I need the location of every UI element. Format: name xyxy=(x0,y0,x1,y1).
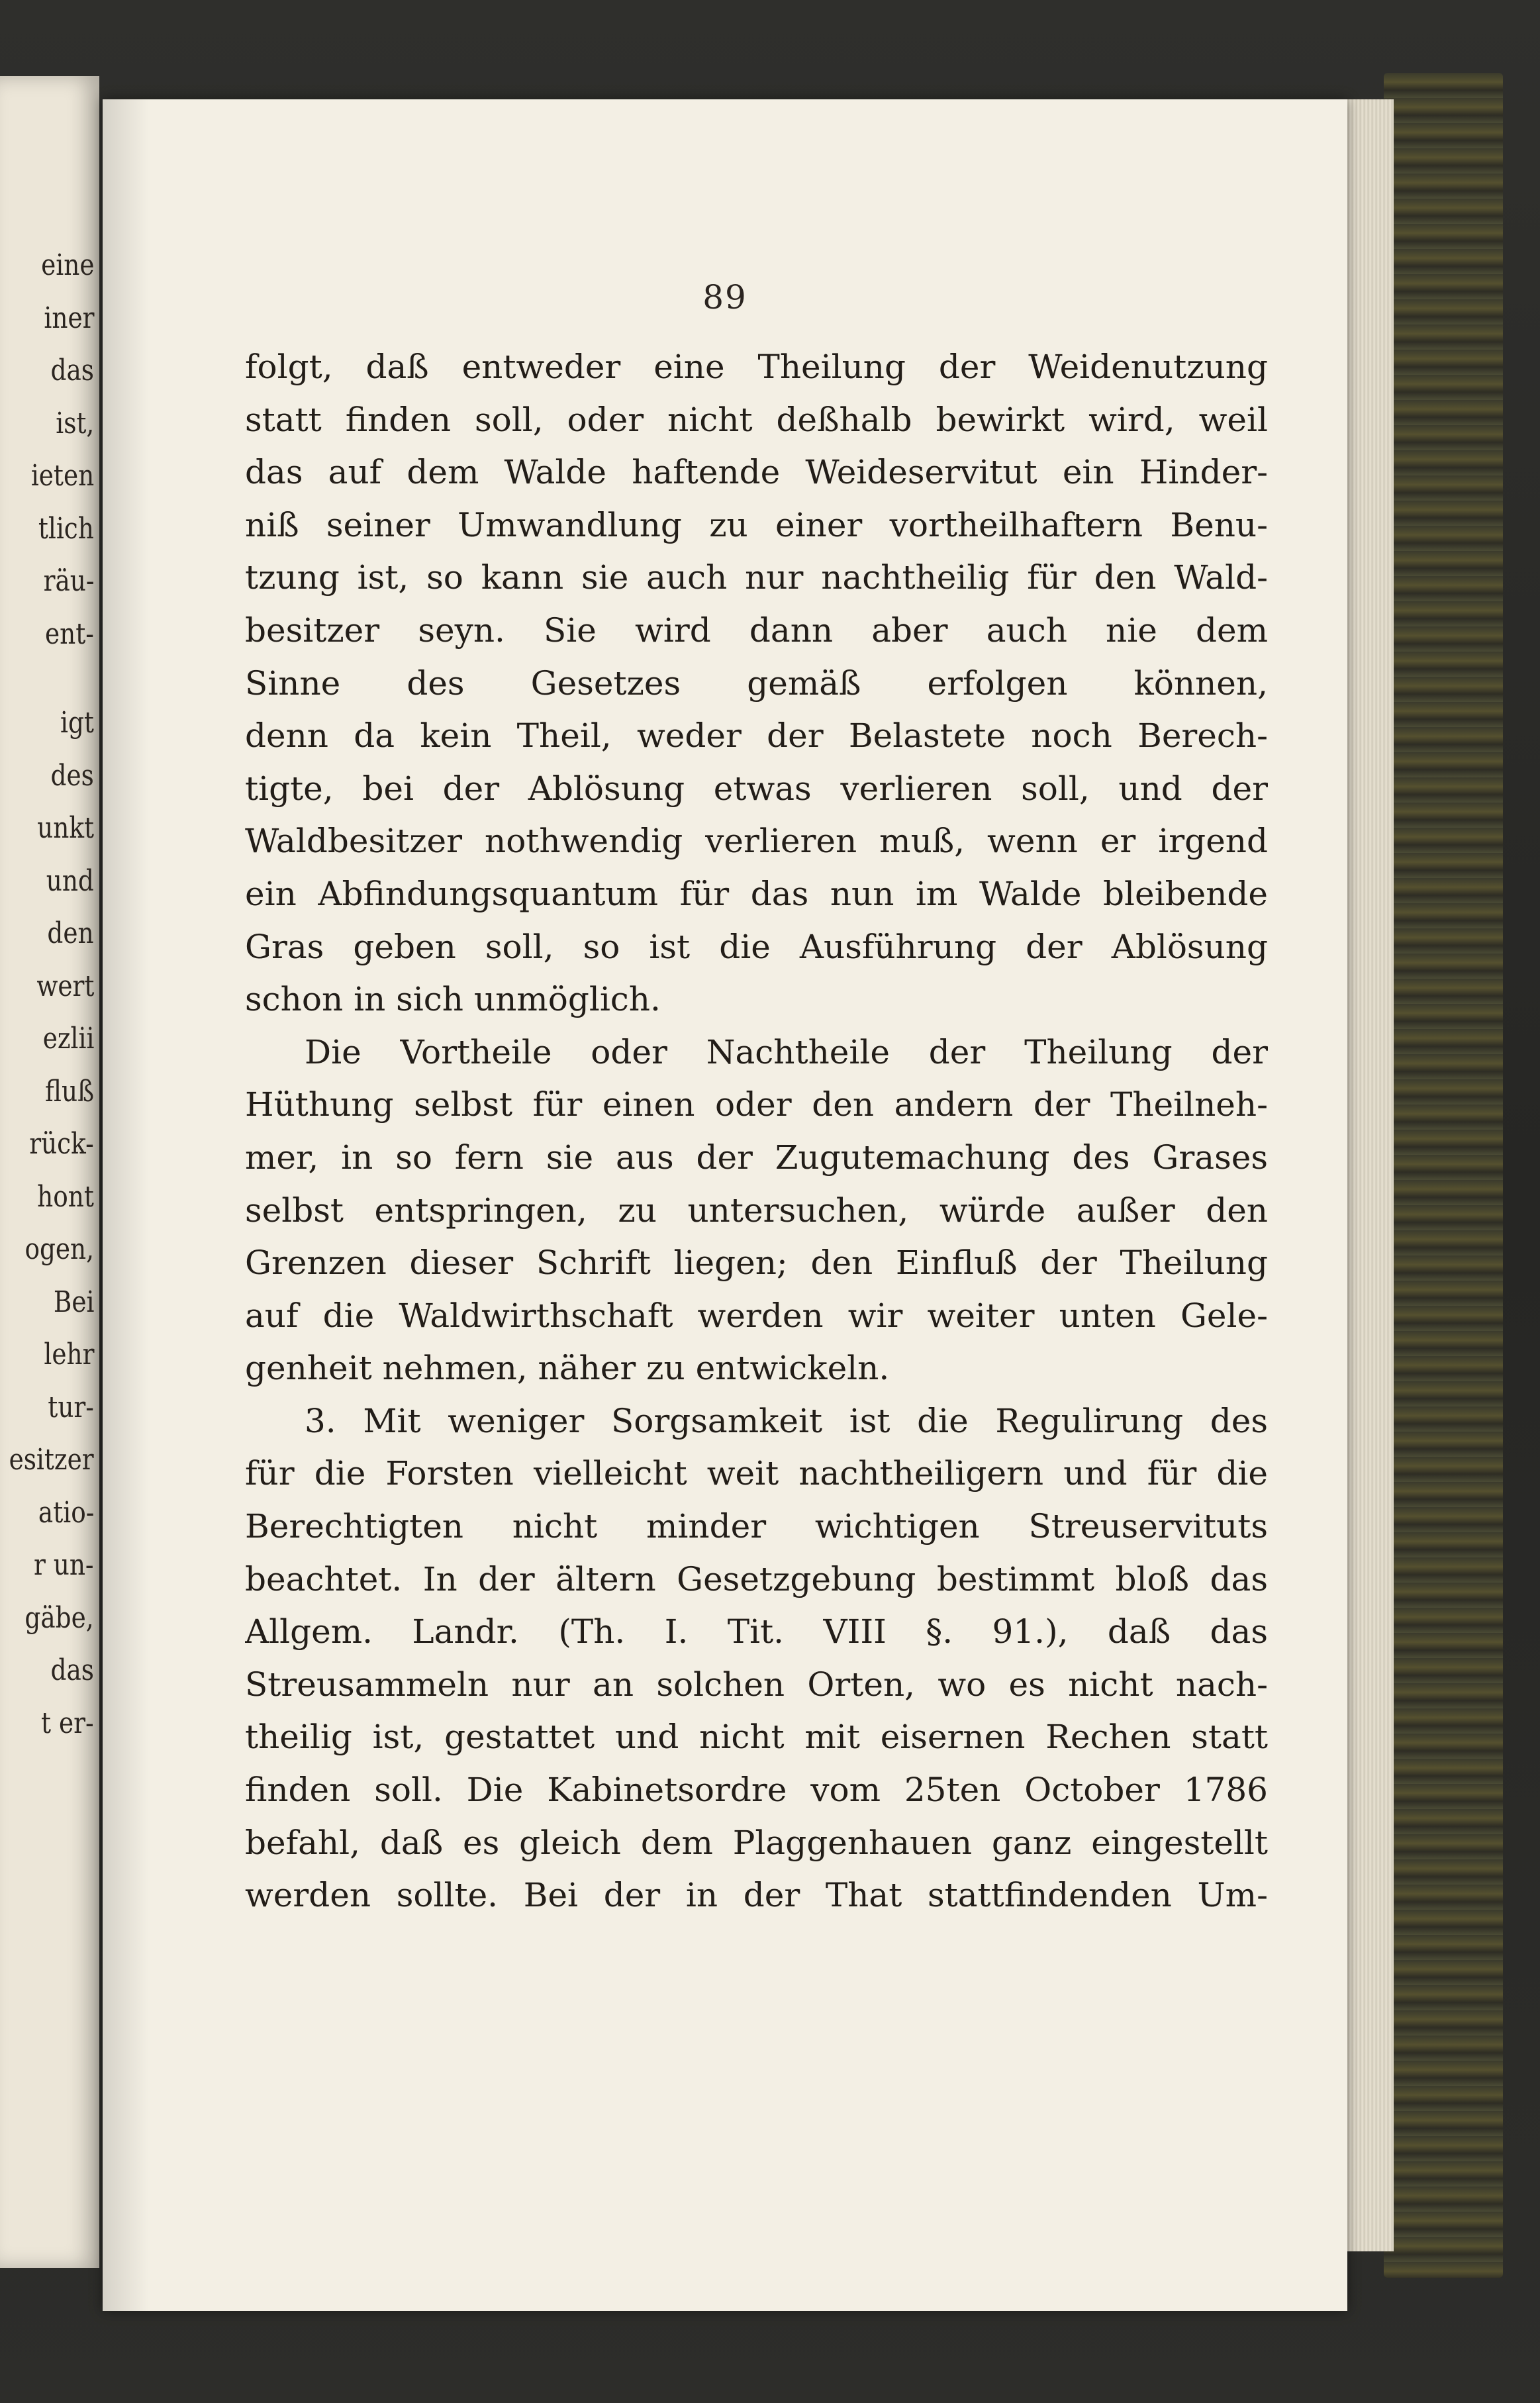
text-line: beachtet. In der ältern Gesetzgebung bestimmt bloß das xyxy=(245,1559,1268,1598)
left-page-text-fragment: r un- xyxy=(34,1548,94,1582)
left-page-text-fragment: rück- xyxy=(29,1127,94,1161)
left-page-text-fragment: und xyxy=(46,863,94,898)
body-text xyxy=(245,341,1268,1922)
text-line: befahl, daß es gleich dem Plaggenhauen ganz eingestellt xyxy=(245,1823,1268,1862)
text-line: Berechtigten nicht minder wichtigen Streuservituts xyxy=(245,1507,1268,1546)
text-line: Gras geben soll, so ist die Ausführung der Ablösung xyxy=(245,927,1268,966)
left-page-text-fragment: iner xyxy=(43,301,94,335)
left-facing-page xyxy=(0,76,99,2268)
left-page-text-fragment: den xyxy=(47,916,94,950)
left-page-text-fragment: t er- xyxy=(41,1706,94,1740)
text-line: besitzer seyn. Sie wird dann aber auch nie dem xyxy=(245,611,1268,650)
left-page-text-fragment: esitzer xyxy=(9,1443,94,1477)
text-line: 3. Mit weniger Sorgsamkeit ist die Regulirung des xyxy=(305,1401,1268,1440)
left-page-text-fragment: hont xyxy=(37,1179,94,1214)
text-line: Allgem. Landr. (Th. I. Tit. VIII §. 91.), daß das xyxy=(245,1612,1268,1651)
left-page-text-fragment: Bei xyxy=(53,1285,94,1319)
left-page-text-fragment: tur- xyxy=(48,1390,94,1424)
left-page-text-fragment: das xyxy=(50,1653,94,1687)
text-line: finden soll. Die Kabinetsordre vom 25ten October 1786 xyxy=(245,1771,1268,1810)
text-line: Grenzen dieser Schrift liegen; den Einfluß der Theilung xyxy=(245,1244,1268,1283)
text-line: niß seiner Umwandlung zu einer vortheilhaftern Benu- xyxy=(245,505,1268,544)
text-line: werden sollte. Bei der in der That stattfindenden Um- xyxy=(245,1876,1268,1915)
left-page-text-fragment: tlich xyxy=(38,511,94,546)
left-page-text-fragment: ent- xyxy=(45,616,94,651)
page-gutter-shadow xyxy=(103,99,149,2311)
text-line: für die Forsten vielleicht weit nachtheiligern und für die xyxy=(245,1454,1268,1493)
page-number: 89 xyxy=(702,278,747,317)
left-page-text-fragment: eine xyxy=(40,248,94,282)
left-page-text-fragment: atio- xyxy=(38,1495,94,1530)
page-edges xyxy=(1341,99,1394,2251)
left-page-text-fragment: ogen, xyxy=(24,1232,94,1266)
text-line: Hüthung selbst für einen oder den andern der Theilneh- xyxy=(245,1085,1268,1124)
text-line: auf die Waldwirthschaft werden wir weiter unten Gele- xyxy=(245,1296,1268,1335)
left-page-text-fragment: ist, xyxy=(55,406,94,440)
text-line: Streusammeln nur an solchen Orten, wo es nicht nach- xyxy=(245,1665,1268,1704)
left-page-text-fragment: ezlii xyxy=(42,1022,94,1055)
text-line: selbst entspringen, zu untersuchen, würde außer den xyxy=(245,1191,1268,1230)
book-page xyxy=(103,99,1347,2311)
left-page-text-fragment: des xyxy=(50,758,94,793)
text-line: ein Abfindungsquantum für das nun im Walde bleibende xyxy=(245,874,1268,913)
left-page-text-fragment: ieten xyxy=(30,459,94,493)
left-page-text-fragment: wert xyxy=(36,969,94,1003)
left-page-text-fragment: fluß xyxy=(44,1074,94,1108)
text-line: Sinne des Gesetzes gemäß erfolgen können, xyxy=(245,663,1268,703)
text-line: Die Vortheile oder Nachtheile der Theilung der xyxy=(305,1032,1268,1071)
left-page-text-fragment: räu- xyxy=(43,564,94,598)
left-page-text-fragment: das xyxy=(50,354,94,387)
text-line: genheit nehmen, näher zu entwickeln. xyxy=(245,1349,890,1388)
text-line: mer, in so fern sie aus der Zugutemachung des Grases xyxy=(245,1138,1268,1177)
text-line: schon in sich unmöglich. xyxy=(245,980,661,1019)
left-page-text-fragment: gäbe, xyxy=(24,1600,94,1635)
text-line: Waldbesitzer nothwendig verlieren muß, wenn er irgend xyxy=(245,822,1268,861)
text-line: folgt, daß entweder eine Theilung der Weidenutzung xyxy=(245,348,1268,386)
text-line: tzung ist, so kann sie auch nur nachtheilig für den Wald- xyxy=(245,558,1268,597)
text-line: statt finden soll, oder nicht deßhalb bewirkt wird, weil xyxy=(245,400,1268,439)
left-page-text-fragment: unkt xyxy=(37,811,94,845)
book-cover-edge xyxy=(1384,73,1503,2278)
text-line: denn da kein Theil, weder der Belastete noch Berech- xyxy=(245,716,1268,756)
text-line: das auf dem Walde haftende Weideservitut ein Hinder- xyxy=(245,453,1268,492)
text-line: theilig ist, gestattet und nicht mit eisernen Rechen statt xyxy=(245,1718,1268,1757)
left-page-text-fragment: lehr xyxy=(43,1338,94,1371)
text-line: tigte, bei der Ablösung etwas verlieren soll, und der xyxy=(245,769,1268,808)
left-page-text-fragment: igt xyxy=(60,706,94,740)
